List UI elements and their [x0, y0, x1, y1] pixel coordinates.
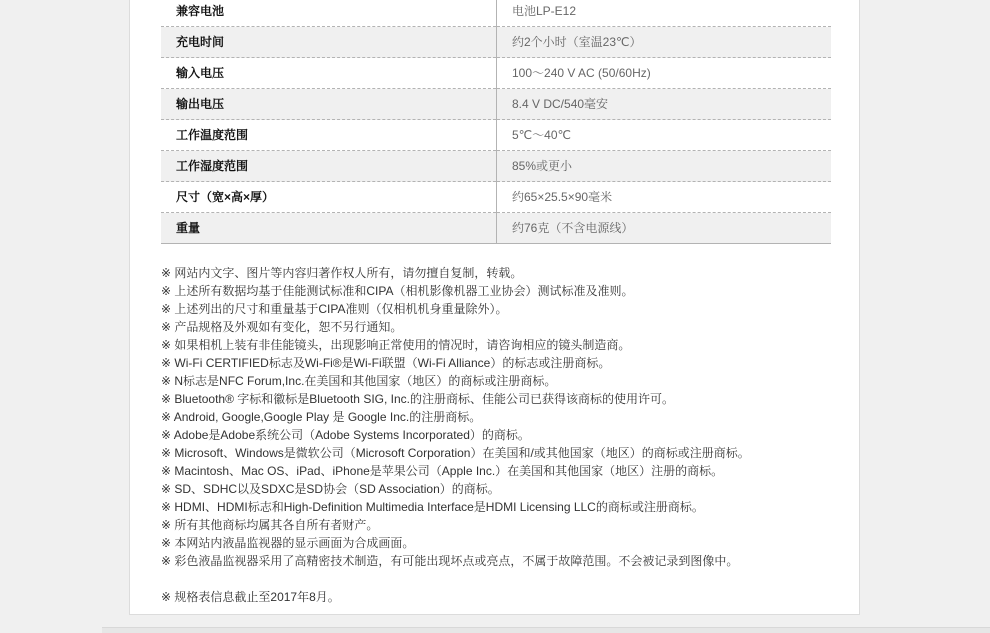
- table-row: [161, 27, 831, 58]
- spec-value: 85%或更小: [497, 151, 832, 182]
- table-row: [161, 120, 831, 151]
- spec-label: 工作湿度范围: [161, 151, 497, 182]
- table-row: [161, 182, 831, 213]
- note-other-trademarks: ※ 所有其他商标均属其各自所有者财产。: [161, 518, 379, 532]
- spec-panel: [129, 0, 860, 615]
- note-microsoft-trademark: ※ Microsoft、Windows是微软公司（Microsoft Corporation）在美国和/或其他国家（地区）的商标或注册商标。: [161, 446, 750, 460]
- footer-divider: [102, 627, 990, 633]
- spec-value: 5℃～40℃: [497, 120, 832, 151]
- spec-label: 充电时间: [161, 27, 497, 58]
- spec-table: [161, 0, 831, 244]
- spec-label: 工作温度范围: [161, 120, 497, 151]
- note-apple-trademark: ※ Macintosh、Mac OS、iPad、iPhone是苹果公司（Apple Inc.）在美国和其他国家（地区）注册的商标。: [161, 464, 724, 478]
- spec-value: 约2个小时（室温23℃）: [497, 27, 832, 58]
- table-row: [161, 0, 831, 27]
- spec-value: 约65×25.5×90毫米: [497, 182, 832, 213]
- note-lcd-simulated: ※ 本网站内液晶监视器的显示画面为合成画面。: [161, 536, 415, 550]
- spec-label: 输入电压: [161, 58, 497, 89]
- spec-value: 约76克（不含电源线）: [497, 213, 832, 244]
- notes-list: [161, 264, 821, 606]
- table-row: [161, 58, 831, 89]
- spec-label: 兼容电池: [161, 0, 497, 27]
- note-nfc-trademark: ※ N标志是NFC Forum,Inc.在美国和其他国家（地区）的商标或注册商标。: [161, 374, 557, 388]
- spec-value: 电池LP-E12: [497, 0, 832, 27]
- note-spec-change: ※ 产品规格及外观如有变化，恕不另行通知。: [161, 320, 403, 334]
- spec-label: 输出电压: [161, 89, 497, 120]
- note-wifi-trademark: ※ Wi-Fi CERTIFIED标志及Wi-Fi®是Wi-Fi联盟（Wi-Fi Alliance）的标志或注册商标。: [161, 356, 611, 370]
- table-row: [161, 89, 831, 120]
- note-sd-trademark: ※ SD、SDHC以及SDXC是SD协会（SD Association）的商标。: [161, 482, 500, 496]
- note-bluetooth-trademark: ※ Bluetooth® 字标和徽标是Bluetooth SIG, Inc.的注册商标、佳能公司已获得该商标的使用许可。: [161, 392, 674, 406]
- spec-value: 100～240 V AC (50/60Hz): [497, 58, 832, 89]
- table-row: [161, 151, 831, 182]
- spec-value: 8.4 V DC/540毫安: [497, 89, 832, 120]
- note-lcd-pixels: ※ 彩色液晶监视器采用了高精密技术制造，有可能出现坏点或亮点，不属于故障范围。不会被记录到图像中。: [161, 554, 739, 568]
- note-hdmi-trademark: ※ HDMI、HDMI标志和High-Definition Multimedia Interface是HDMI Licensing LLC的商标或注册商标。: [161, 500, 704, 514]
- note-adobe-trademark: ※ Adobe是Adobe系统公司（Adobe Systems Incorporated）的商标。: [161, 428, 530, 442]
- spec-label: 重量: [161, 213, 497, 244]
- note-copyright: ※ 网站内文字、图片等内容归著作权人所有，请勿擅自复制，转载。: [161, 266, 523, 280]
- note-spec-date: ※ 规格表信息截止至2017年8月。: [161, 590, 340, 604]
- spec-label: 尺寸（宽×高×厚）: [161, 182, 497, 213]
- table-row: [161, 213, 831, 244]
- note-dimensions: ※ 上述列出的尺寸和重量基于CIPA准则（仅相机机身重量除外）。: [161, 302, 508, 316]
- note-test-standards: ※ 上述所有数据均基于佳能测试标准和CIPA（相机影像机器工业协会）测试标准及准则。: [161, 284, 634, 298]
- note-google-trademark: ※ Android, Google,Google Play 是 Google Inc.的注册商标。: [161, 410, 482, 424]
- note-third-party-lens: ※ 如果相机上装有非佳能镜头，出现影响正常使用的情况时，请咨询相应的镜头制造商。: [161, 338, 631, 352]
